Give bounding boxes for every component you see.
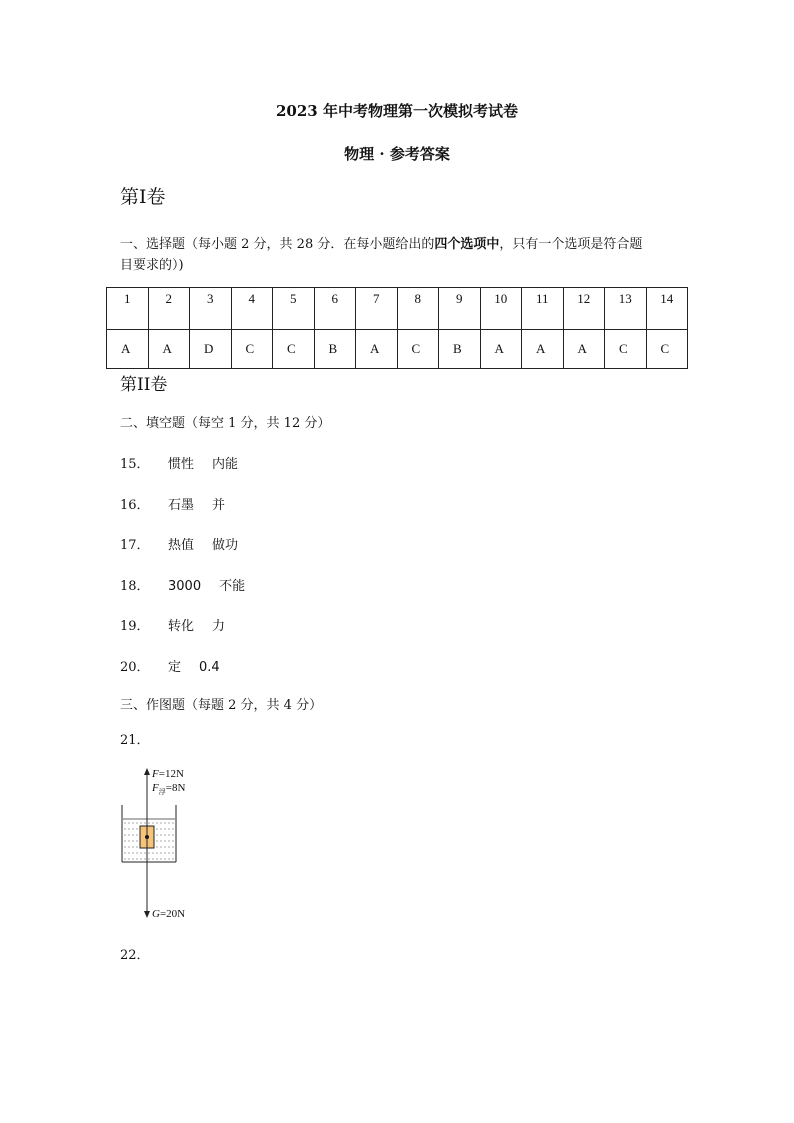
fill-answer-row xyxy=(120,494,225,513)
choice-section-text-b: ，只有一个选项是符合题 xyxy=(499,237,643,252)
question-number-cell: 5 xyxy=(273,288,315,330)
question-number-cell: 13 xyxy=(605,288,647,330)
answer-table-answer-row xyxy=(107,330,688,369)
force-f-label xyxy=(152,768,184,780)
question-21-label: 21． xyxy=(120,733,150,748)
gravity-value: =20N xyxy=(159,908,186,920)
answer-cell: C xyxy=(605,330,647,369)
fill-answer-number: 19． xyxy=(120,619,150,635)
question-number-cell: 9 xyxy=(439,288,481,330)
fill-answer-first: 石墨 xyxy=(168,497,195,513)
choice-section-line1 xyxy=(120,234,642,255)
buoyancy-label xyxy=(152,782,185,797)
fill-answer-second: 不能 xyxy=(219,578,246,594)
buoyancy-subscript: 浮 xyxy=(158,788,166,797)
volume-2-heading: 第II卷 xyxy=(120,375,168,395)
force-diagram xyxy=(112,765,222,934)
gravity-symbol: G xyxy=(152,908,160,920)
question-number-cell: 3 xyxy=(190,288,232,330)
question-number-cell: 2 xyxy=(148,288,190,330)
question-number-cell: 11 xyxy=(522,288,564,330)
fill-answer-first: 转化 xyxy=(168,619,195,635)
fill-section-heading: 二、填空题（每空 1 分，共 12 分） xyxy=(120,416,331,431)
draw-section-heading: 三、作图题（每题 2 分，共 4 分） xyxy=(120,698,323,713)
answer-cell: A xyxy=(107,330,149,369)
choice-section-heading xyxy=(120,234,642,276)
fill-answer-number: 20． xyxy=(120,660,150,675)
question-number-cell: 1 xyxy=(107,288,149,330)
force-f-value: =12N xyxy=(158,768,184,780)
volume-1-heading: 第Ⅰ卷 xyxy=(120,186,166,208)
answer-cell: C xyxy=(646,330,688,369)
choice-section-line2: 目要求的）) xyxy=(120,258,184,273)
downward-arrow-icon xyxy=(144,911,150,918)
fill-answer-row xyxy=(120,575,245,594)
fill-answer-second: 力 xyxy=(212,619,226,635)
page-subtitle: 物理 · 参考答案 xyxy=(344,145,450,163)
question-number-cell: 12 xyxy=(563,288,605,330)
fill-answer-row xyxy=(120,534,238,553)
fill-answer-row xyxy=(120,656,220,675)
answer-cell: C xyxy=(397,330,439,369)
answer-table-number-row xyxy=(107,288,688,330)
fill-answer-first: 3000 xyxy=(168,578,202,594)
question-number-cell: 7 xyxy=(356,288,398,330)
gravity-label xyxy=(152,908,185,920)
fill-answer-second: 0.4 xyxy=(199,660,220,675)
fill-answer-second: 并 xyxy=(212,497,226,513)
question-number-cell: 8 xyxy=(397,288,439,330)
answer-cell: A xyxy=(356,330,398,369)
answer-cell: A xyxy=(563,330,605,369)
question-22-label: 22． xyxy=(120,948,150,963)
fill-answer-first: 热值 xyxy=(168,538,195,554)
fill-answer-number: 15． xyxy=(120,457,150,472)
buoyancy-symbol: F xyxy=(152,782,159,794)
answer-cell: A xyxy=(522,330,564,369)
buoyancy-value: =8N xyxy=(165,782,186,794)
choice-section-text-a: 一、选择题（每小题 2 分，共 28 分．在每小题给出的 xyxy=(120,237,435,252)
answer-cell: C xyxy=(273,330,315,369)
answer-cell: B xyxy=(439,330,481,369)
question-number-cell: 14 xyxy=(646,288,688,330)
fill-answer-number: 16． xyxy=(120,497,150,513)
answer-cell: A xyxy=(480,330,522,369)
answer-cell: A xyxy=(148,330,190,369)
fill-answer-row xyxy=(120,615,225,634)
question-number-cell: 10 xyxy=(480,288,522,330)
fill-answer-number: 17． xyxy=(120,538,150,554)
fill-answer-first: 定 xyxy=(168,660,182,675)
choice-section-text-bold: 四个选项中 xyxy=(434,237,500,252)
question-number-cell: 6 xyxy=(314,288,356,330)
upward-arrow-icon xyxy=(144,768,150,775)
answer-cell: D xyxy=(190,330,232,369)
answer-cell: C xyxy=(231,330,273,369)
fill-answer-number: 18． xyxy=(120,578,150,594)
fill-answer-second: 内能 xyxy=(212,457,239,472)
fill-answer-second: 做功 xyxy=(212,538,239,554)
fill-answer-first: 惯性 xyxy=(168,457,195,472)
page-title: 2023 年中考物理第一次模拟考试卷 xyxy=(276,102,518,120)
answer-cell: B xyxy=(314,330,356,369)
answer-table xyxy=(106,287,688,369)
fill-answer-row xyxy=(120,453,238,472)
question-number-cell: 4 xyxy=(231,288,273,330)
force-f-symbol: F xyxy=(152,768,159,780)
